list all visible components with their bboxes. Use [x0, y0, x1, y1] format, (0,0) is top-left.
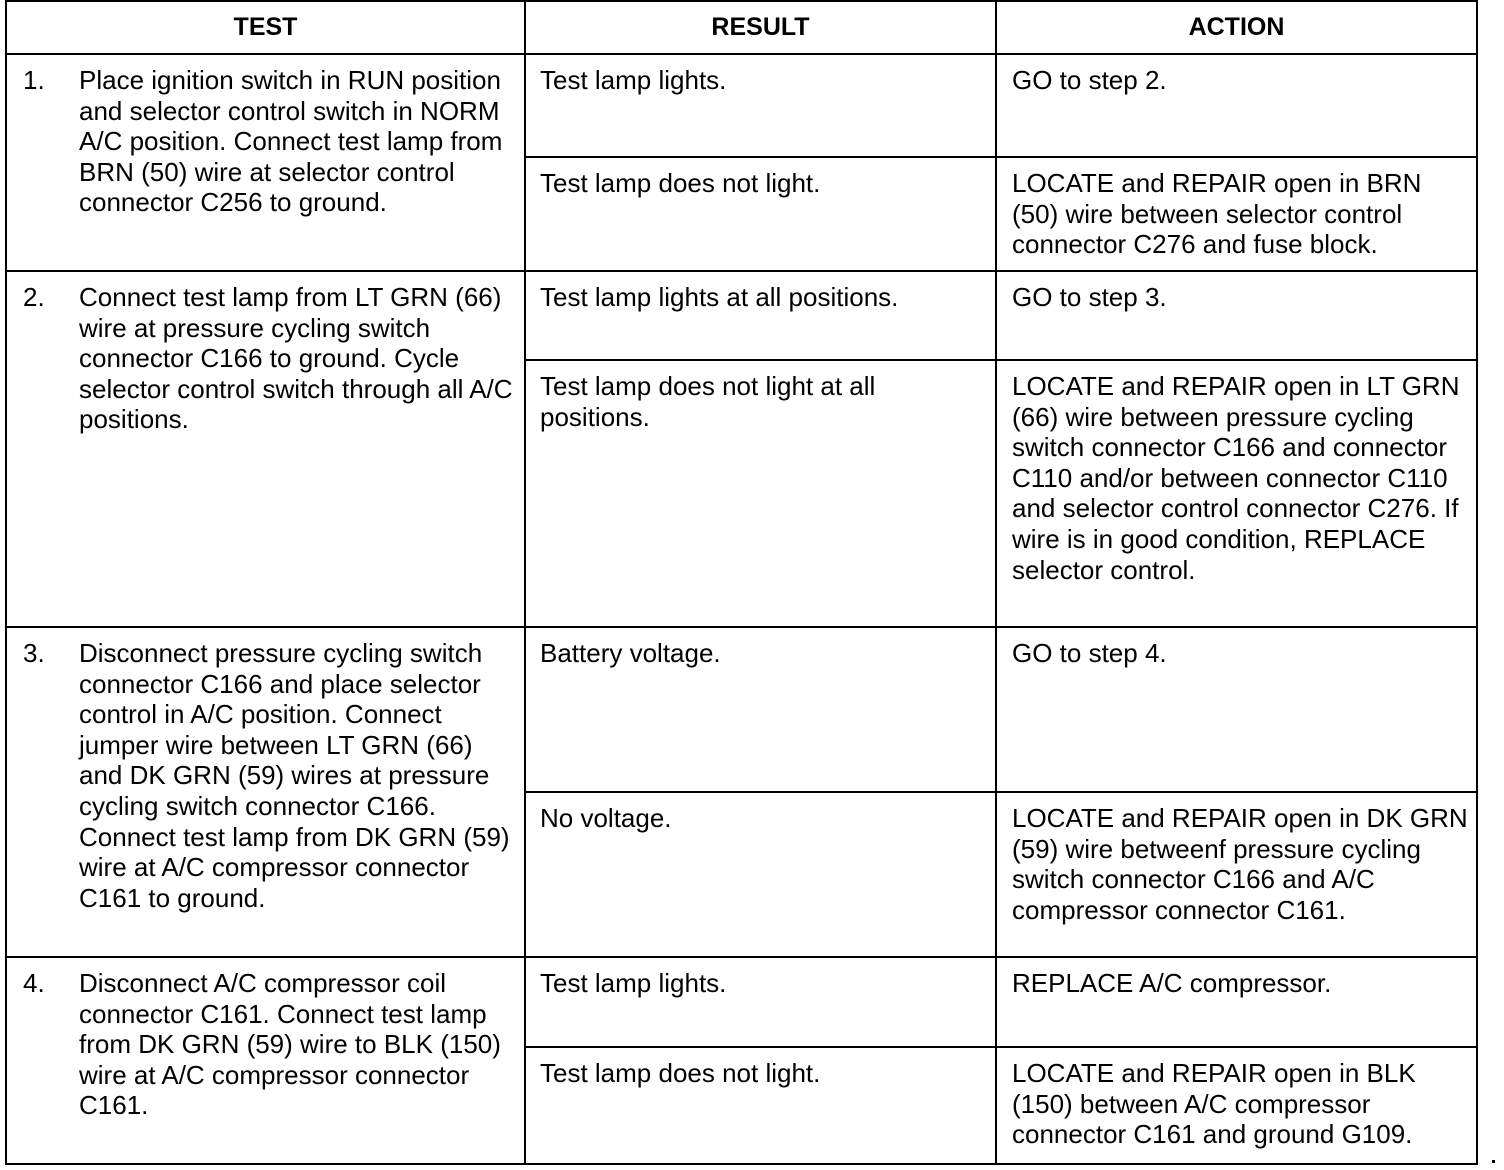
result-cell: Battery voltage. [525, 627, 996, 792]
action-cell: LOCATE and REPAIR open in DK GRN (59) wire betweenf pressure cycling switch connector C166 and A/C compressor connector C161. [996, 792, 1477, 957]
result-cell: Test lamp does not light. [525, 157, 996, 271]
diagnostic-table [5, 0, 1478, 1165]
test-column-header: TEST [6, 1, 525, 54]
result-column-header: RESULT [525, 1, 996, 54]
action-cell: GO to step 3. [996, 271, 1477, 360]
result-cell: No voltage. [525, 792, 996, 957]
test-instruction: Disconnect pressure cycling switch connector C166 and place selector control in A/C position. Connect jumper wire between LT GRN (66) and DK GRN (59) wires at pressure cycling switch connector C166. Connect test lamp from DK GRN (59) wire at A/C compressor connector C161 to ground. [79, 638, 510, 913]
test-cell [6, 957, 525, 1164]
action-cell: REPLACE A/C compressor. [996, 957, 1477, 1047]
action-cell: LOCATE and REPAIR open in BRN (50) wire between selector control connector C276 and fuse block. [996, 157, 1477, 271]
table-row [6, 271, 1477, 360]
test-instruction: Disconnect A/C compressor coil connector C161. Connect test lamp from DK GRN (59) wire to BLK (150) wire at A/C compressor connector C161. [79, 968, 501, 1121]
action-cell: LOCATE and REPAIR open in BLK (150) between A/C compressor connector C161 and ground G109. [996, 1047, 1477, 1164]
action-cell: LOCATE and REPAIR open in LT GRN (66) wire between pressure cycling switch connector C166 and connector C110 and/or between connector C110 and selector control connector C276. If wire is in good condition, REPLACE selector control. [996, 360, 1477, 627]
action-cell: GO to step 4. [996, 627, 1477, 792]
test-instruction: Place ignition switch in RUN position and selector control switch in NORM A/C position. Connect test lamp from BRN (50) wire at selector control connector C256 to ground. [79, 65, 503, 218]
step-number: 1. [23, 65, 45, 95]
step-number: 3. [23, 638, 45, 668]
test-cell [6, 54, 525, 271]
action-cell: GO to step 2. [996, 54, 1477, 157]
table-row [6, 957, 1477, 1047]
result-cell: Test lamp lights. [525, 957, 996, 1047]
step-number: 2. [23, 282, 45, 312]
result-cell: Test lamp lights. [525, 54, 996, 157]
test-cell [6, 627, 525, 957]
test-instruction: Connect test lamp from LT GRN (66) wire at pressure cycling switch connector C166 to ground. Cycle selector control switch through all A/C positions. [79, 282, 513, 435]
scan-mark [1492, 1160, 1495, 1163]
result-cell: Test lamp does not light. [525, 1047, 996, 1164]
action-column-header: ACTION [996, 1, 1477, 54]
table-row [6, 627, 1477, 792]
test-cell [6, 271, 525, 627]
step-number: 4. [23, 968, 45, 998]
header-row [6, 1, 1477, 54]
result-cell: Test lamp lights at all positions. [525, 271, 996, 360]
result-cell: Test lamp does not light at all positions. [525, 360, 996, 627]
table-row [6, 54, 1477, 157]
